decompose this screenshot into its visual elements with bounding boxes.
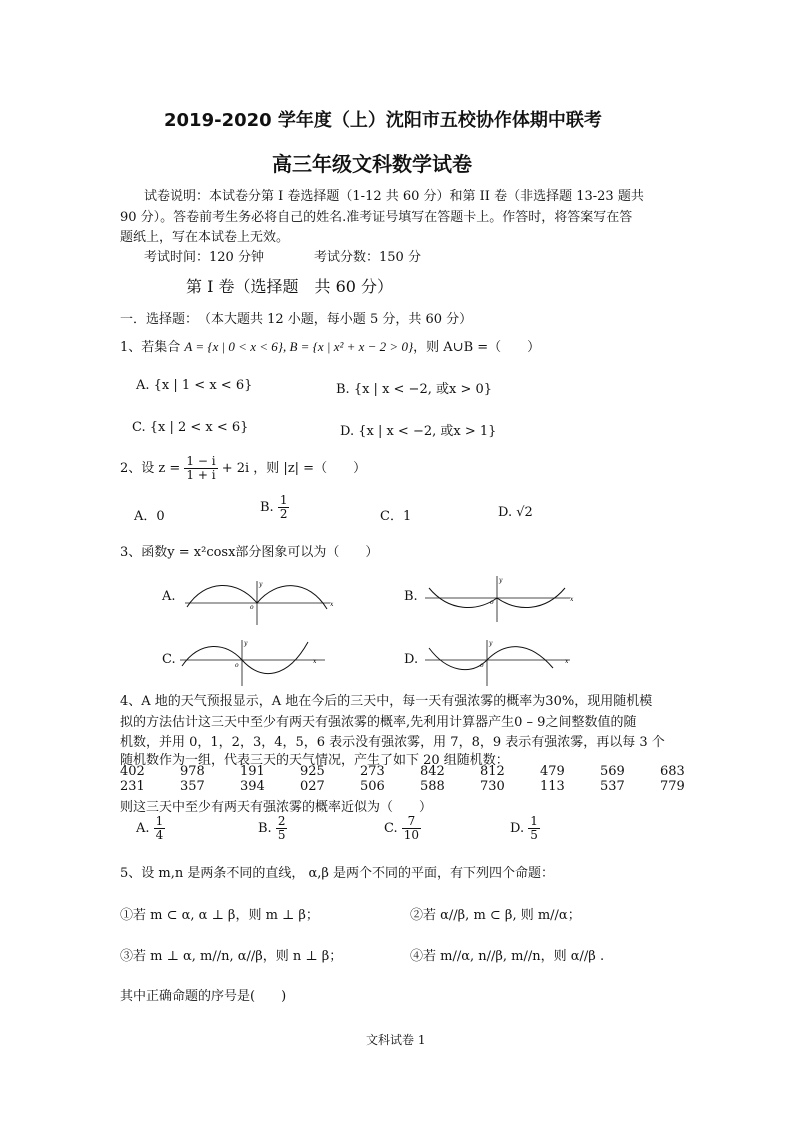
q2-fraction: [184, 455, 217, 482]
q3-graph-b-x-label: x: [570, 596, 574, 603]
q4-option-a: [136, 815, 165, 842]
q4-random-cell: 779: [660, 779, 685, 794]
q1-option-a: A. {x | 1 < x < 6}: [136, 378, 253, 393]
q4-line3: 机数，并用 0，1，2，3，4，5，6 表示没有强浓雾，用 7，8，9 表示有强浓雾，再以每 3 个: [120, 735, 665, 750]
q1-stem-pre: 1、若集合: [120, 340, 185, 355]
q4-option-c-num: 7: [402, 815, 421, 829]
q2-stem: [120, 455, 366, 482]
q3-graph-a-origin: o: [250, 604, 254, 611]
q4-ask: 则这三天中至少有两天有强浓雾的概率近似为（ ）: [120, 800, 433, 815]
q4-option-d: [510, 815, 540, 842]
q3-graph-d-y-label: y: [489, 640, 493, 647]
q2-option-b-num: 1: [279, 493, 288, 507]
exam-time: 考试时间：120 分钟: [144, 250, 264, 265]
q4-random-cell: 683: [660, 764, 685, 779]
q3-graph-a-y-label: y: [259, 581, 263, 588]
q4-random-cell: 394: [240, 779, 265, 794]
q5-proposition-3: ③若 m ⊥ α, m//n, α//β，则 n ⊥ β；: [120, 949, 343, 964]
q4-option-c-den: 10: [403, 828, 420, 843]
instructions-line2: 90 分）。答卷前考生务必将自己的姓名.准考证号填写在答题卡上。作答时，将答案写在答: [120, 210, 633, 225]
q4-option-a-label: A.: [136, 821, 150, 837]
q3-graph-d: [425, 638, 575, 688]
q4-random-cell: 925: [300, 764, 325, 779]
q4-random-cell: 191: [240, 764, 265, 779]
q4-random-cell: 231: [120, 779, 145, 794]
q4-option-c-label: C.: [384, 821, 398, 837]
q2-option-d: D. √2: [498, 505, 533, 520]
q1-stem: [120, 336, 540, 355]
q1-option-c: C. {x | 2 < x < 6}: [132, 420, 249, 435]
q4-random-row-1: [120, 764, 720, 779]
q4-option-b-fraction: [276, 815, 288, 842]
instructions-line1: 试卷说明：本试卷分第 I 卷选择题（1-12 共 60 分）和第 II 卷（非选择题 13-23 题共: [144, 189, 644, 204]
q4-option-c-fraction: [402, 815, 421, 842]
q2-stem-pre: 2、设 z =: [120, 461, 181, 477]
q4-random-cell: 273: [360, 764, 385, 779]
q4-random-row-2: [120, 779, 720, 794]
q4-random-cell: 402: [120, 764, 145, 779]
q4-option-b: [258, 815, 287, 842]
q2-option-b-den: 2: [279, 507, 288, 522]
q4-line4: 随机数作为一组，代表三天的天气情况，产生了如下 20 组随机数：: [120, 753, 509, 768]
q4-option-d-num: 1: [530, 814, 538, 828]
q2-fraction-den: 1 + i: [186, 468, 216, 483]
q4-random-cell: 506: [360, 779, 385, 794]
q2-fraction-num: 1 − i: [186, 454, 216, 468]
q2-option-b-label: B.: [260, 500, 274, 516]
q1-option-d: D. {x | x < −2, 或x > 1}: [340, 424, 497, 439]
q5-ask: 其中正确命题的序号是( ): [120, 989, 287, 1004]
q3-option-c-label: C.: [162, 652, 176, 667]
q3-graph-c-x-label: x: [313, 658, 317, 665]
q3-graph-a: [185, 577, 335, 627]
q1-option-b: B. {x | x < −2, 或x > 0}: [336, 382, 493, 397]
q3-graph-b-y-label: y: [499, 577, 503, 584]
q2-option-a: A．0: [134, 509, 165, 524]
q4-option-b-num: 2: [277, 814, 286, 828]
q3-graph-c-origin: o: [235, 662, 239, 669]
q3-graph-d-x-label: x: [565, 658, 569, 665]
q4-option-a-den: 4: [155, 828, 164, 843]
q4-option-a-fraction: [154, 815, 166, 842]
q4-option-d-den: 5: [530, 828, 538, 843]
q4-random-numbers: [120, 764, 720, 794]
q3-graph-c: [180, 638, 330, 688]
q4-option-c: [384, 815, 421, 842]
section-title: 第 I 卷（选择题 共 60 分）: [186, 277, 394, 296]
q4-option-d-fraction: [528, 815, 540, 842]
q3-graph-d-origin: o: [480, 662, 484, 669]
q4-random-cell: 357: [180, 779, 205, 794]
q4-random-cell: 537: [600, 779, 625, 794]
q5-stem: 5、设 m,n 是两条不同的直线， α,β 是两个不同的平面，有下列四个命题：: [120, 866, 555, 881]
q2-option-c: C．1: [380, 509, 412, 524]
q4-option-b-den: 5: [277, 828, 286, 843]
exam-subtitle: 高三年级文科数学试卷: [272, 152, 472, 176]
q4-random-cell: 027: [300, 779, 325, 794]
q1-stem-sets: A = {x | 0 < x < 6}, B = {x | x² + x − 2 > 0}: [184, 339, 414, 354]
q4-random-cell: 569: [600, 764, 625, 779]
page-footer: 文科试卷 1: [366, 1033, 426, 1047]
q4-random-cell: 588: [420, 779, 445, 794]
q4-random-cell: 730: [480, 779, 505, 794]
exam-title: 2019-2020 学年度（上）沈阳市五校协作体期中联考: [164, 110, 602, 131]
instructions-line3: 题纸上，写在本试卷上无效。: [120, 230, 290, 245]
q4-random-cell: 479: [540, 764, 565, 779]
q5-proposition-1: ①若 m ⊂ α, α ⊥ β，则 m ⊥ β；: [120, 908, 319, 923]
q4-option-d-label: D.: [510, 821, 525, 837]
q3-option-a-label: A.: [162, 589, 176, 604]
exam-score: 考试分数：150 分: [314, 250, 421, 265]
q5-proposition-4: ④若 m//α, n//β, m//n，则 α//β .: [410, 949, 605, 964]
q3-option-d-label: D.: [404, 652, 419, 667]
q3-option-b-label: B.: [404, 589, 418, 604]
q4-random-cell: 113: [540, 779, 565, 794]
q3-stem: 3、函数y = x²cosx部分图象可以为（ ）: [120, 545, 379, 560]
q3-graph-c-y-label: y: [244, 640, 248, 647]
q4-option-b-label: B.: [258, 821, 272, 837]
q4-option-a-num: 1: [155, 814, 164, 828]
q1-stem-post: ，则 A∪B =（ ）: [413, 340, 541, 355]
q4-random-cell: 812: [480, 764, 505, 779]
q3-graph-a-x-label: x: [330, 601, 334, 608]
q2-stem-mid: + 2i ，则 |z| =（ ）: [221, 461, 367, 477]
q4-line2: 拟的方法估计这三天中至少有两天有强浓雾的概率,先利用计算器产生0 – 9之间整数值的随: [120, 715, 637, 730]
q4-random-cell: 842: [420, 764, 445, 779]
q4-line1: 4、A 地的天气预报显示，A 地在今后的三天中，每一天有强浓雾的概率为30%，现用随机模: [120, 694, 653, 709]
q2-option-b-fraction: [278, 494, 290, 521]
q4-random-cell: 978: [180, 764, 205, 779]
q3-graph-b: [425, 574, 575, 624]
q2-option-b: [260, 494, 289, 521]
q3-graph-b-origin: o: [490, 599, 494, 606]
q5-proposition-2: ②若 α//β, m ⊂ β, 则 m//α；: [410, 908, 581, 923]
section-part: 一．选择题： （本大题共 12 小题，每小题 5 分，共 60 分）: [120, 312, 473, 327]
